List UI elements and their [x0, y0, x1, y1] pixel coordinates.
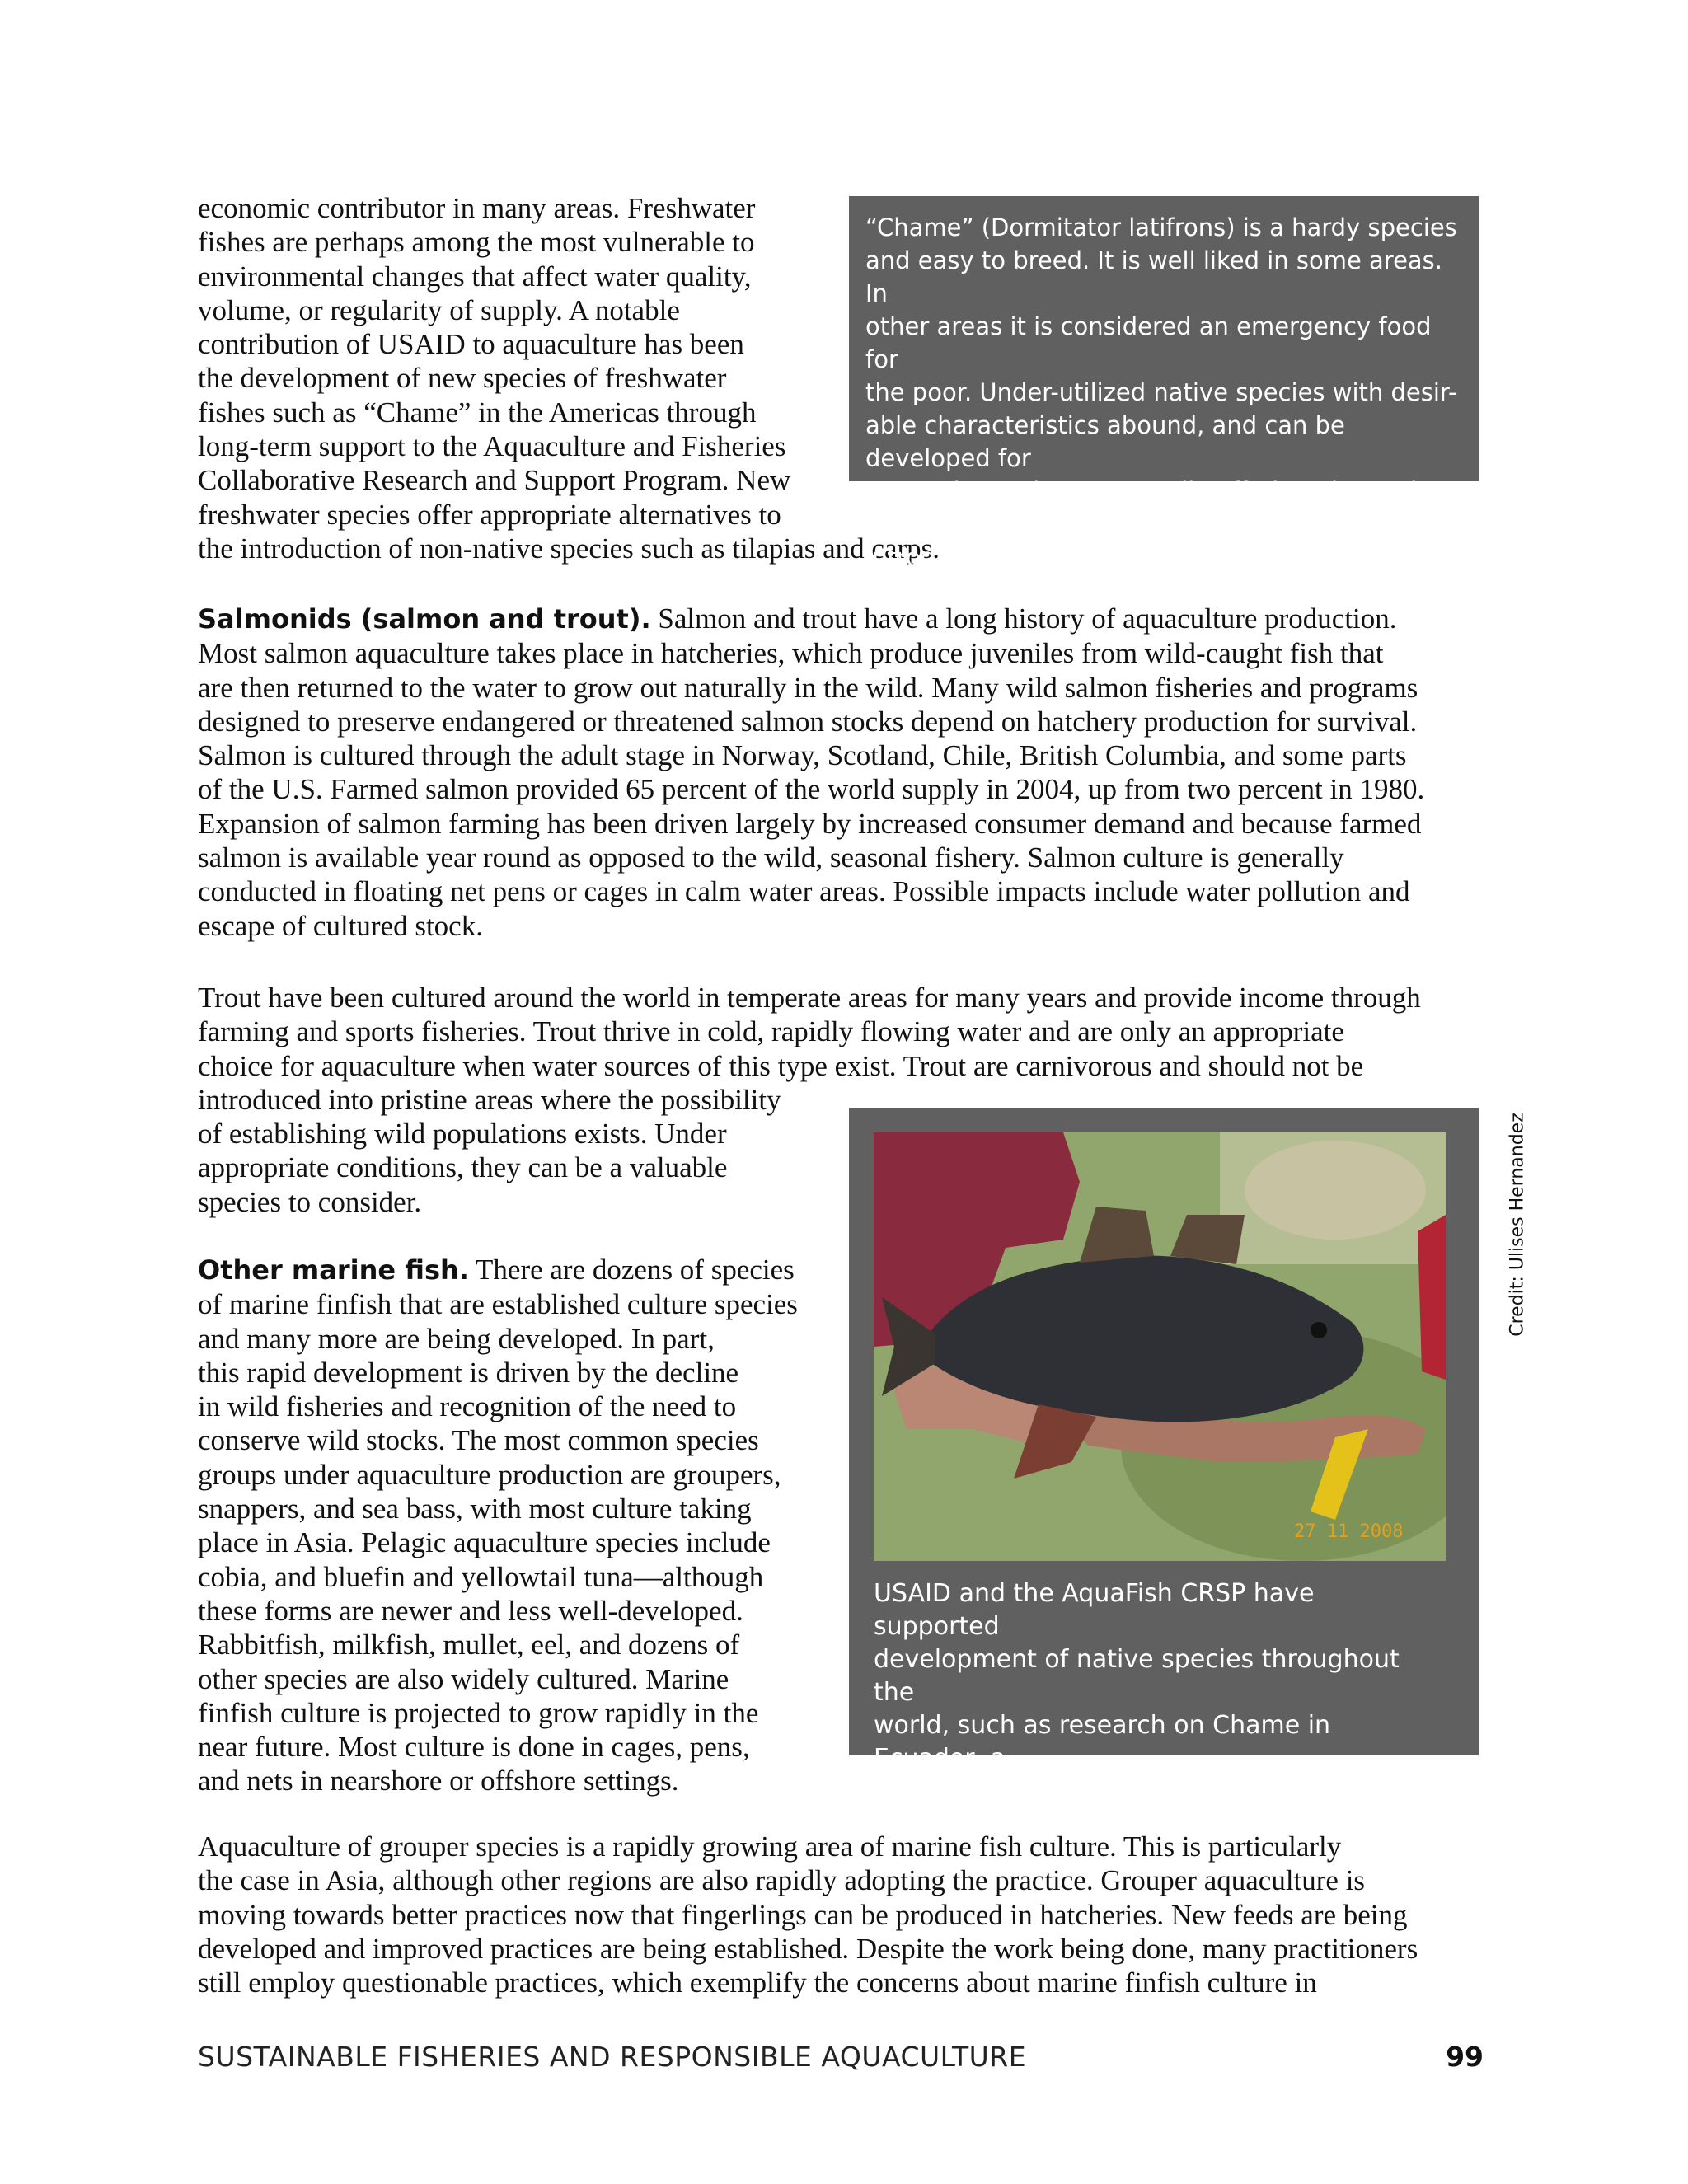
text-line: fishes such as “Chame” in the Americas through: [198, 396, 757, 429]
text-line: and many more are being developed. In part,: [198, 1322, 715, 1355]
sidebar-line: aquaculture, thus eventually offering alternatives to: [865, 477, 1459, 538]
text-line: contribution of USAID to aquaculture has been: [198, 328, 744, 361]
footer-title: SUSTAINABLE FISHERIES AND RESPONSIBLE AQUACULTURE: [198, 2041, 1027, 2073]
text-line: long-term support to the Aquaculture and Fisheries: [198, 430, 786, 463]
text-line: [198, 1253, 841, 1287]
text-line: appropriate conditions, they can be a valuable: [198, 1151, 728, 1184]
marine-heading: Other marine fish.: [198, 1254, 469, 1286]
text-line: of marine finfish that are established culture species: [198, 1288, 798, 1321]
photo-caption: [874, 1577, 1442, 1808]
text-line: freshwater species offer appropriate alternatives to: [198, 498, 781, 531]
text-line: volume, or regularity of supply. A notable: [198, 293, 680, 326]
fish-in-hands-image: [874, 1132, 1446, 1561]
text-line: developed and improved practices are being established. Despite the work being done, many practitioners: [198, 1932, 1418, 1965]
text-line: species to consider.: [198, 1185, 422, 1218]
text-line: Trout have been cultured around the world in temperate areas for many years and provide income through: [198, 982, 1421, 1014]
text-line: the case in Asia, although other regions are also rapidly adopting the practice. Grouper aquaculture is: [198, 1864, 1366, 1897]
sidebar-line: introduction of non-native species.: [865, 543, 1281, 571]
photo-credit: [1503, 1113, 1531, 1337]
text-line: this rapid development is driven by the decline: [198, 1356, 739, 1389]
text-line: are then returned to the water to grow out naturally in the wild. Many wild salmon fisheries and programs: [198, 671, 1418, 704]
sidebar-line: and easy to breed. It is well liked in some areas. In: [865, 246, 1443, 307]
text-line: moving towards better practices now that fingerlings can be produced in hatcheries. New feeds are being: [198, 1898, 1408, 1931]
text-line: [198, 602, 1484, 636]
text-line: economic contributor in many areas. Freshwater: [198, 192, 756, 224]
text-line: groups under aquaculture production are groupers,: [198, 1458, 781, 1491]
photo-credit-text: Credit: Ulises Hernandez: [1507, 1113, 1528, 1337]
text-line: salmon is available year round as opposed to the wild, seasonal fishery. Salmon culture is generally: [198, 841, 1344, 874]
text-line: Collaborative Research and Support Program. New: [198, 464, 791, 497]
text-line: still employ questionable practices, which exemplify the concerns about marine finfish culture in: [198, 1966, 1317, 1999]
caption-line: native fish popular in Latin America.: [874, 1777, 1323, 1806]
text-line: Rabbitfish, milkfish, mullet, eel, and dozens of: [198, 1629, 740, 1661]
caption-line: world, such as research on Chame in Ecuador, a: [874, 1711, 1331, 1773]
text-line: finfish culture is projected to grow rapidly in the: [198, 1696, 759, 1729]
text-line: place in Asia. Pelagic aquaculture species include: [198, 1526, 771, 1559]
text-line: escape of cultured stock.: [198, 909, 483, 942]
grouper-paragraph: [198, 1830, 1484, 1999]
text-line: farming and sports fisheries. Trout thrive in cold, rapidly flowing water and are only an appropriate: [198, 1015, 1344, 1048]
text-line: snappers, and sea bass, with most culture taking: [198, 1493, 752, 1526]
text-line: conducted in floating net pens or cages in calm water areas. Possible impacts include water pollution and: [198, 875, 1410, 908]
sidebar-line: “Chame” (Dormitator latifrons) is a hardy species: [865, 213, 1457, 241]
marine-first-line: There are dozens of species: [468, 1254, 795, 1286]
text-line: fishes are perhaps among the most vulnerable to: [198, 226, 755, 259]
text-line: Expansion of salmon farming has been driven largely by increased consumer demand and because farmed: [198, 807, 1422, 840]
text-line: choice for aquaculture when water sources of this type exist. Trout are carnivorous and should not be: [198, 1049, 1364, 1082]
text-line: Salmon is cultured through the adult stage in Norway, Scotland, Chile, British Columbia, and some parts: [198, 739, 1407, 772]
text-line: of establishing wild populations exists. Under: [198, 1118, 727, 1151]
chame-sidebar: [849, 196, 1479, 571]
text-line: the development of new species of freshwater: [198, 362, 727, 395]
text-line: conserve wild stocks. The most common species: [198, 1424, 759, 1457]
salmonids-paragraph: [198, 602, 1484, 943]
text-line: these forms are newer and less well-developed.: [198, 1594, 743, 1627]
marine-fish-paragraph: [198, 1253, 841, 1798]
caption-line: development of native species throughout the: [874, 1645, 1400, 1707]
salmonids-heading: Salmonids (salmon and trout).: [198, 603, 651, 635]
photo-box: [849, 1108, 1479, 1806]
caption-line: USAID and the AquaFish CRSP have supported: [874, 1579, 1315, 1641]
text-line: the introduction of non-native species such as tilapias and carps.: [198, 532, 940, 565]
text-line: and nets in nearshore or offshore settings.: [198, 1765, 679, 1797]
text-line: in wild fisheries and recognition of the need to: [198, 1390, 737, 1423]
page-number: 99: [1446, 2041, 1484, 2073]
text-line: Aquaculture of grouper species is a rapidly growing area of marine fish culture. This is particularly: [198, 1830, 1342, 1863]
text-line: environmental changes that affect water quality,: [198, 260, 752, 293]
sidebar-line: other areas it is considered an emergency food for: [865, 312, 1432, 373]
text-line: Most salmon aquaculture takes place in hatcheries, which produce juveniles from wild-caught fish that: [198, 637, 1384, 670]
sidebar-line: able characteristics abound, and can be developed for: [865, 411, 1345, 472]
photo-date-stamp: 27 11 2008: [1294, 1521, 1404, 1542]
text-line: of the U.S. Farmed salmon provided 65 percent of the world supply in 2004, up from two percent in 1980.: [198, 773, 1425, 806]
text-line: near future. Most culture is done in cages, pens,: [198, 1731, 750, 1764]
text-line: cobia, and bluefin and yellowtail tuna—although: [198, 1560, 764, 1593]
chame-fish-photo: [874, 1132, 1446, 1561]
text-line: other species are also widely cultured. Marine: [198, 1662, 729, 1695]
salmonids-first-line: Salmon and trout have a long history of aquaculture production.: [650, 602, 1397, 635]
text-line: introduced into pristine areas where the possibility: [198, 1083, 781, 1116]
text-line: designed to preserve endangered or threatened salmon stocks depend on hatchery production for survival.: [198, 705, 1418, 738]
sidebar-line: the poor. Under-utilized native species with desir-: [865, 378, 1457, 406]
